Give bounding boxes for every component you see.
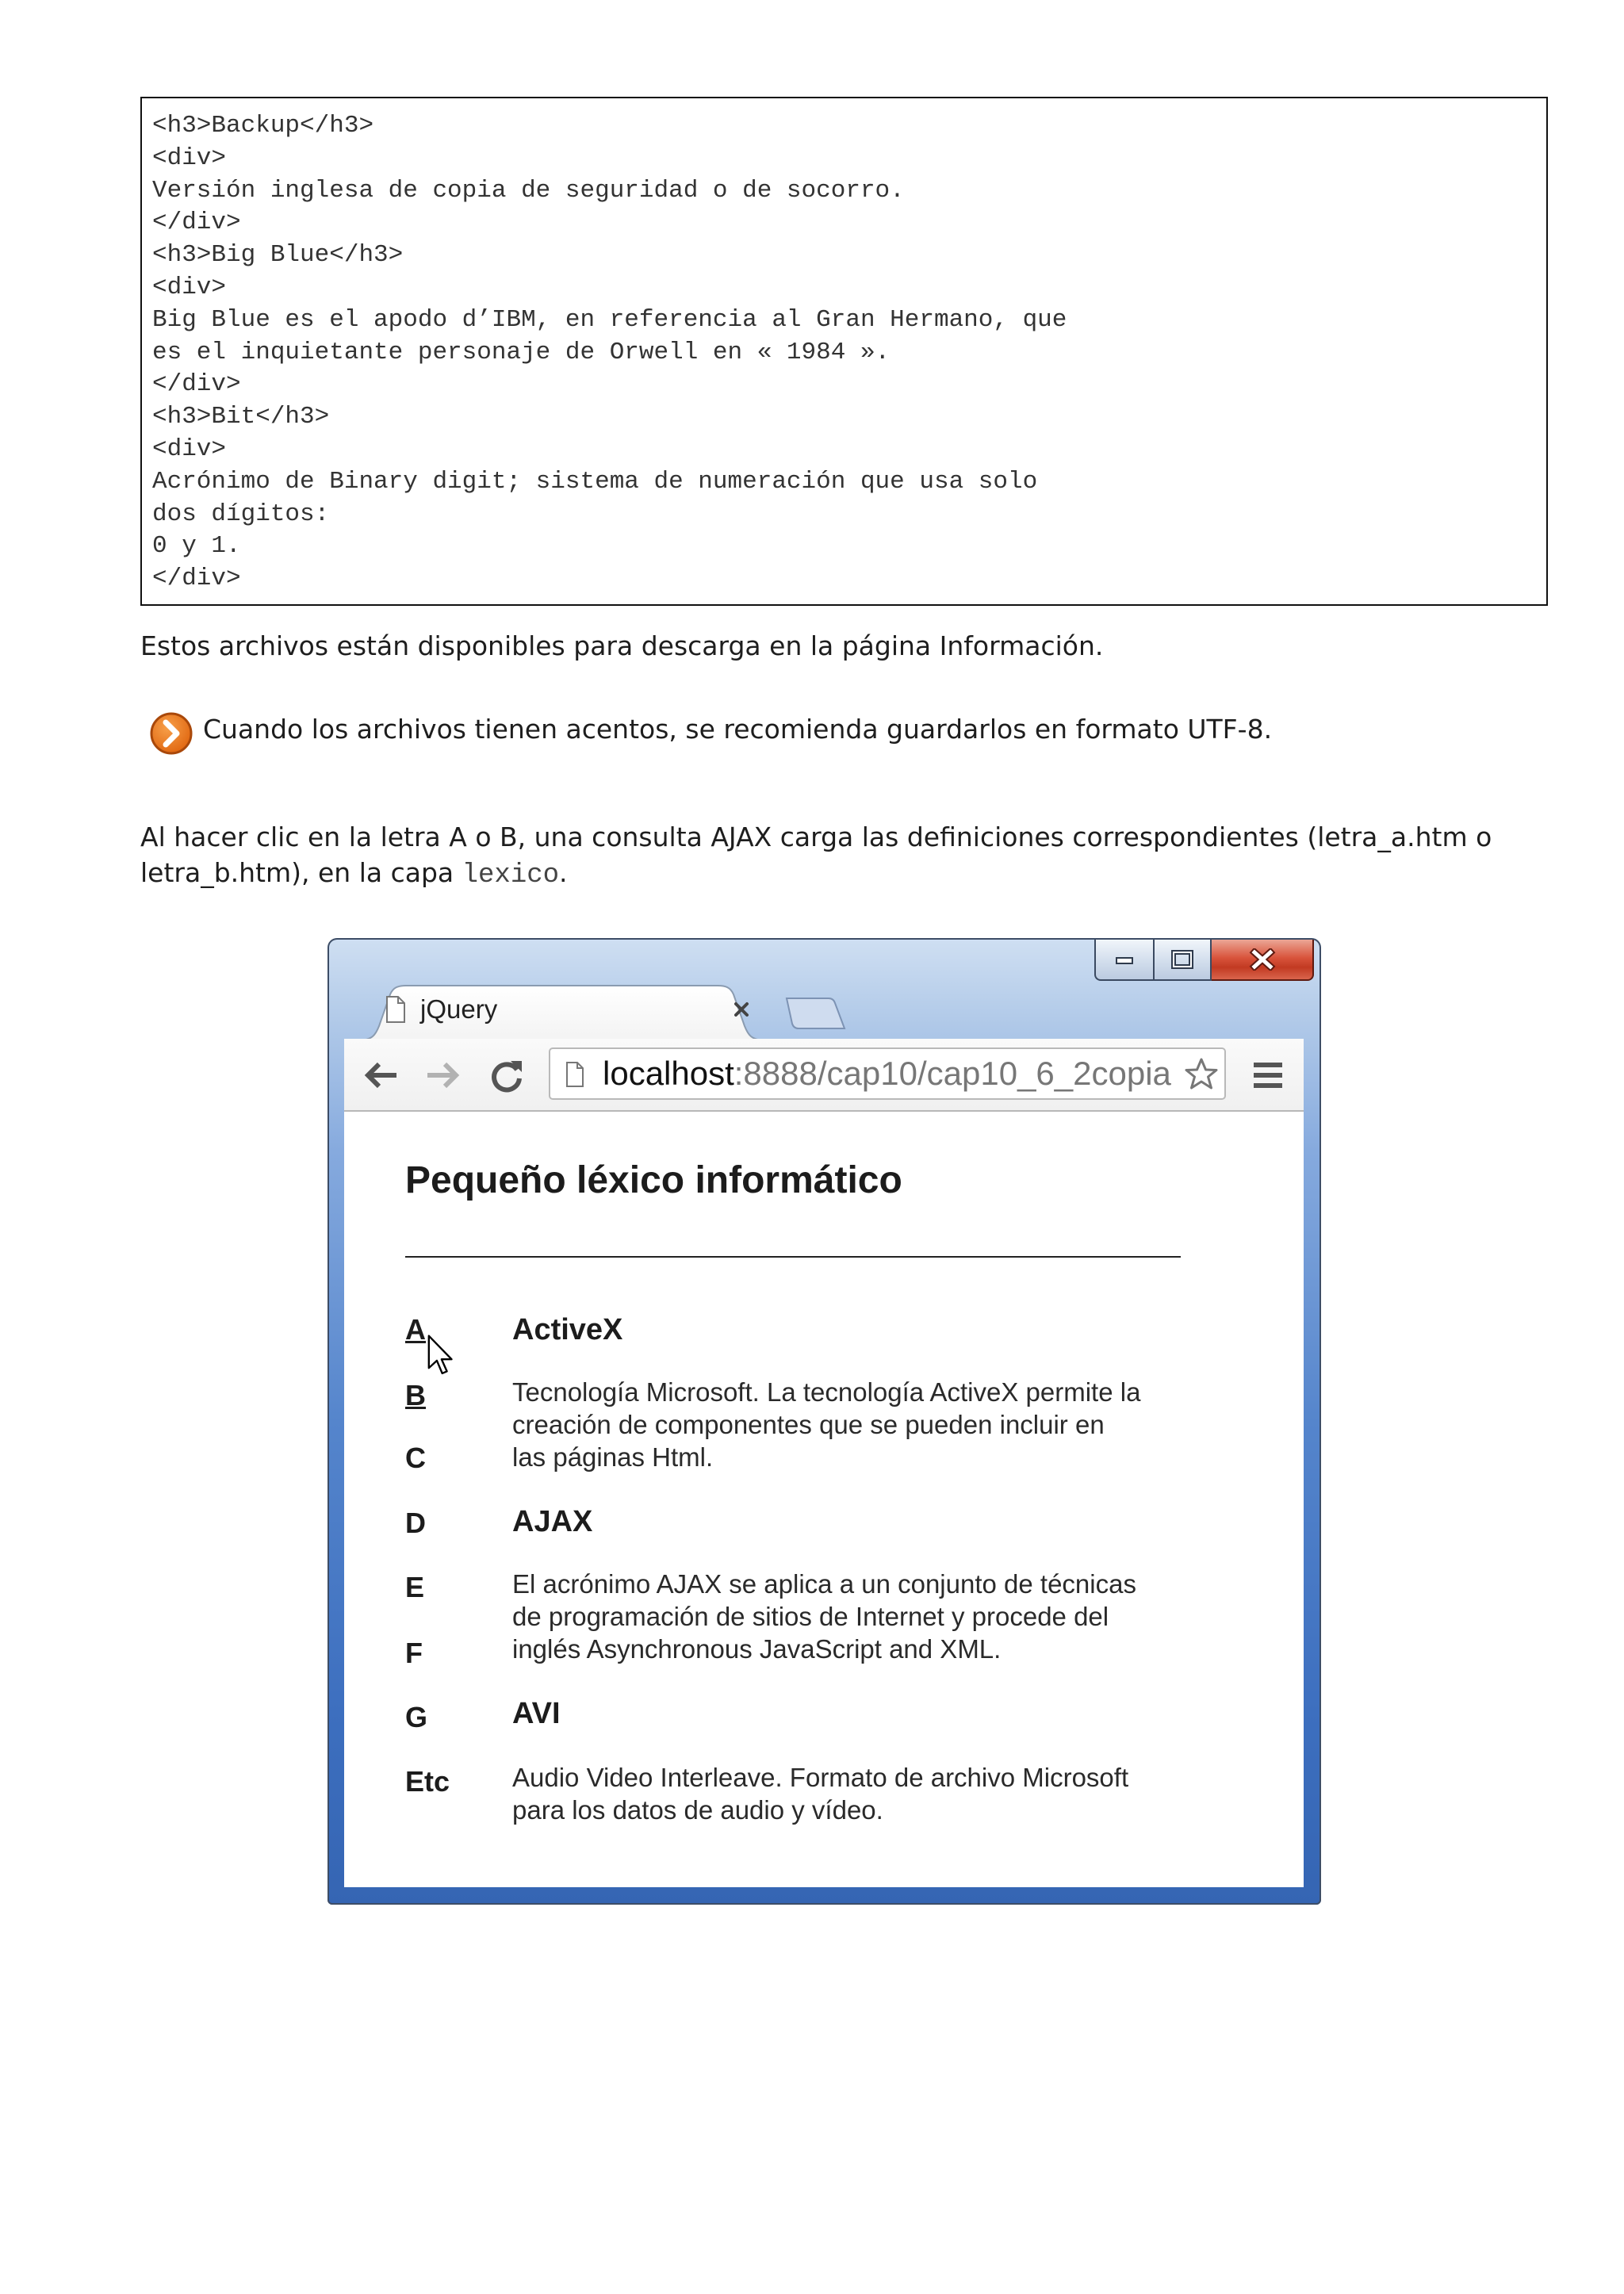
back-arrow-icon[interactable] [362, 1059, 400, 1091]
reload-icon[interactable] [488, 1058, 525, 1094]
letter-g: G [405, 1701, 428, 1733]
letter-f: F [405, 1637, 423, 1669]
url-text [603, 1049, 1185, 1098]
url-path: :8888/cap10/cap10_6_2copia [733, 1055, 1171, 1092]
code-block [140, 97, 1548, 606]
address-bar[interactable] [549, 1047, 1226, 1100]
definition-activex [512, 1376, 1140, 1473]
letter-etc: Etc [405, 1765, 450, 1798]
code-line: <h3>Backup</h3> [152, 112, 374, 140]
page-icon [385, 995, 407, 1024]
paragraph-ajax-period: . [559, 857, 568, 888]
paragraph-downloads: Estos archivos están disponibles para descarga en la página Información. [140, 630, 1104, 661]
code-line: Versión inglesa de copia de seguridad o de socorro. [152, 176, 905, 205]
paragraph-ajax-line-2 [140, 855, 568, 894]
tab-title: jQuery [420, 994, 498, 1024]
term-ajax: AJAX [512, 1505, 593, 1538]
tab-close-icon[interactable] [733, 1001, 750, 1018]
code-line: <div> [152, 435, 227, 463]
tip-text: Cuando los archivos tienen acentos, se recomienda guardarlos en formato UTF-8. [203, 714, 1273, 745]
letter-link-b[interactable]: B [405, 1379, 426, 1411]
code-line: es el inquietante personaje de Orwell en « 1984 ». [152, 338, 891, 366]
definition-line: inglés Asynchronous JavaScript and XML. [512, 1634, 1002, 1664]
mouse-cursor-icon [427, 1335, 454, 1377]
code-line: </div> [152, 370, 241, 399]
maximize-button[interactable] [1153, 940, 1212, 981]
browser-window [327, 938, 1321, 1905]
divider [405, 1256, 1181, 1258]
window-controls [1094, 940, 1314, 981]
term-activex: ActiveX [512, 1313, 623, 1346]
page-icon [565, 1061, 585, 1088]
url-host: localhost [603, 1055, 734, 1092]
chevron-right-icon [149, 711, 193, 756]
letter-c: C [405, 1442, 426, 1474]
forward-arrow-icon[interactable] [424, 1059, 462, 1091]
code-line: </div> [152, 565, 241, 593]
definition-line: Tecnología Microsoft. La tecnología ActiveX permite la [512, 1377, 1141, 1407]
browser-content [344, 1112, 1304, 1887]
minimize-button[interactable] [1094, 940, 1153, 981]
new-tab-button[interactable] [783, 996, 848, 1031]
letter-link-a[interactable]: A [405, 1313, 426, 1346]
definition-line: para los datos de audio y vídeo. [512, 1795, 883, 1825]
menu-icon[interactable] [1253, 1060, 1283, 1090]
definition-line: Audio Video Interleave. Formato de archivo Microsoft [512, 1763, 1129, 1792]
paragraph-ajax-line-1: Al hacer clic en la letra A o B, una consulta AJAX carga las definiciones correspondientes (letra_a.htm o [140, 821, 1492, 852]
code-line: 0 y 1. [152, 532, 241, 561]
code-line: <h3>Bit</h3> [152, 403, 330, 431]
inline-code: lexico [462, 860, 560, 890]
code-line: <h3>Big Blue</h3> [152, 241, 404, 270]
star-icon[interactable] [1184, 1057, 1219, 1090]
code-line: <div> [152, 144, 227, 172]
definition-line: de programación de sitios de Internet y procede del [512, 1602, 1109, 1631]
definition-line: creación de componentes que se pueden incluir en [512, 1410, 1105, 1439]
code-line: </div> [152, 209, 241, 237]
definition-line: El acrónimo AJAX se aplica a un conjunto de técnicas [512, 1569, 1136, 1599]
browser-tab[interactable] [358, 985, 765, 1040]
definition-ajax [512, 1568, 1136, 1665]
page-title: Pequeño léxico informático [405, 1159, 902, 1201]
code-line: <div> [152, 273, 227, 301]
code-line: Big Blue es el apodo d’IBM, en referencia al Gran Hermano, que [152, 305, 1067, 334]
definition-line: las páginas Html. [512, 1442, 714, 1472]
term-avi: AVI [512, 1697, 561, 1730]
code-line: dos dígitos: [152, 500, 330, 528]
maximize-icon [1171, 950, 1193, 969]
letter-e: E [405, 1571, 425, 1603]
letter-d: D [405, 1507, 426, 1539]
window-close-button[interactable] [1212, 940, 1314, 981]
paragraph-ajax-text: letra_b.htm), en la capa [140, 857, 462, 888]
minimize-icon [1114, 954, 1135, 965]
definition-avi [512, 1761, 1128, 1826]
code-line: Acrónimo de Binary digit; sistema de numeración que usa solo [152, 467, 1038, 496]
close-icon [1249, 948, 1276, 971]
